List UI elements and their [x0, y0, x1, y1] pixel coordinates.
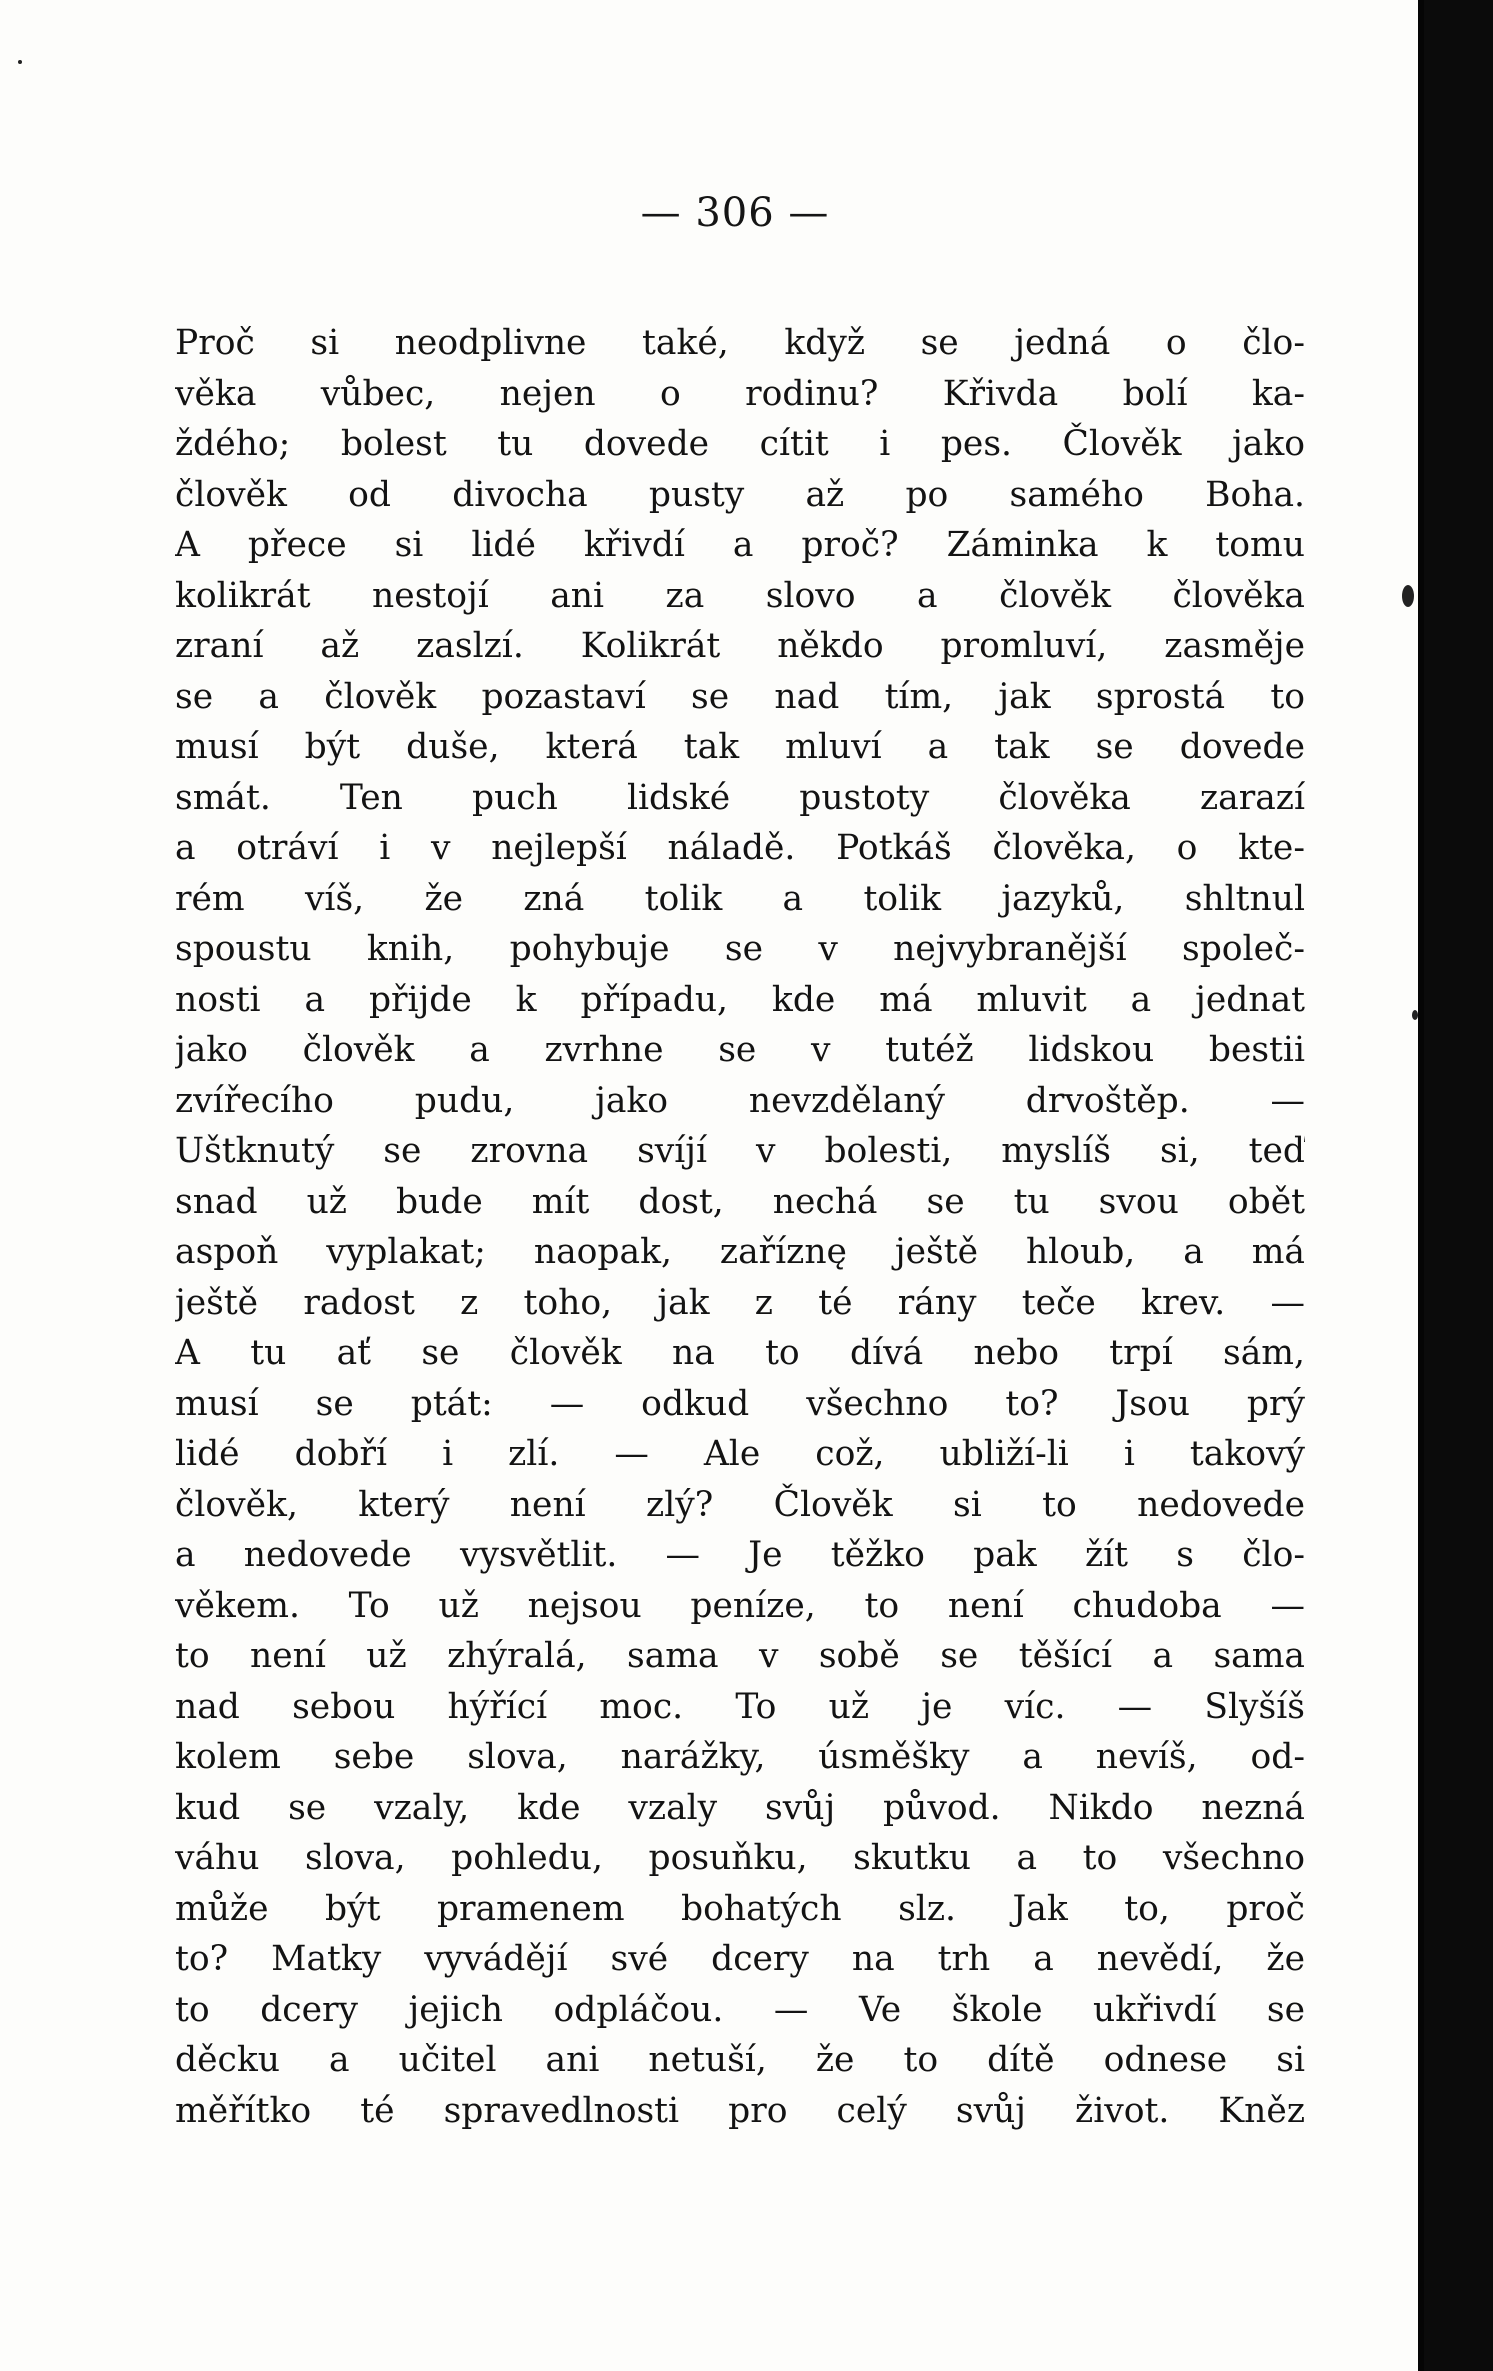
text-line: člověk od divocha pusty až po samého Boha. — [175, 474, 1305, 515]
text-line: člověk, který není zlý? Člověk si to nedovede — [175, 1484, 1305, 1525]
text-line: rém víš, že zná tolik a tolik jazyků, shltnul — [175, 878, 1305, 919]
page-number: — 306 — — [640, 190, 830, 236]
text-line: Proč si neodplivne také, když se jedná o člo- — [175, 323, 1305, 363]
scan-speck — [18, 60, 22, 64]
text-line: lidé dobří i zlí. — Ale což, ubliží-li i takový — [175, 1434, 1305, 1474]
text-line: věkem. To už nejsou peníze, to není chudoba — — [175, 1585, 1305, 1626]
text-line: a otráví i v nejlepší náladě. Potkáš člověka, o kte- — [175, 828, 1305, 868]
body-text — [175, 318, 1305, 2136]
text-line: zvířecího pudu, jako nevzdělaný drvoštěp. — — [175, 1080, 1305, 1121]
text-line: váhu slova, pohledu, posuňku, skutku a to všechno — [175, 1838, 1305, 1878]
text-line: nosti a přijde k případu, kde má mluvit a jednat — [175, 979, 1305, 1020]
text-line: smát. Ten puch lidské pustoty člověka zarazí — [175, 777, 1305, 818]
text-line: spoustu knih, pohybuje se v nejvybranější společ- — [175, 929, 1305, 969]
text-line: měřítko té spravedlnosti pro celý svůj život. Kněz — [175, 2090, 1305, 2131]
text-line: to není už zhýralá, sama v sobě se těšící a sama — [175, 1636, 1305, 1676]
text-line: jako člověk a zvrhne se v tutéž lidskou bestii — [175, 1030, 1305, 1070]
text-line: kolikrát nestojí ani za slovo a člověk člověka — [175, 575, 1305, 616]
text-line: musí se ptát: — odkud všechno to? Jsou prý — [175, 1383, 1305, 1424]
text-line: může být pramenem bohatých slz. Jak to, proč — [175, 1888, 1305, 1929]
text-line: musí být duše, která tak mluví a tak se dovede — [175, 727, 1305, 767]
text-line: to? Matky vyvádějí své dcery na trh a nevědí, že — [175, 1939, 1305, 1979]
scan-speck — [1402, 585, 1414, 607]
text-line: věka vůbec, nejen o rodinu? Křivda bolí ka- — [175, 373, 1305, 414]
text-line: aspoň vyplakat; naopak, zaříznę ještě hloub, a má — [175, 1232, 1305, 1272]
text-line: Uštknutý se zrovna svíjí v bolesti, myslíš si, teď — [175, 1131, 1305, 1171]
text-line: kud se vzaly, kde vzaly svůj původ. Nikdo nezná — [175, 1787, 1305, 1828]
text-line: a nedovede vysvětlit. — Je těžko pak žít s člo- — [175, 1535, 1305, 1575]
text-line: ždého; bolest tu dovede cítit i pes. Člověk jako — [175, 424, 1305, 464]
text-line: děcku a učitel ani netuší, že to dítě odnese si — [175, 2040, 1305, 2080]
text-line: snad už bude mít dost, nechá se tu svou obět — [175, 1181, 1305, 1222]
book-spine-shadow — [1418, 0, 1493, 2371]
text-line: se a člověk pozastaví se nad tím, jak sprostá to — [175, 676, 1305, 717]
text-line: to dcery jejich odpláčou. — Ve škole ukřivdí se — [175, 1989, 1305, 2030]
text-line: A přece si lidé křivdí a proč? Záminka k tomu — [175, 525, 1305, 565]
text-line: nad sebou hýřící moc. To už je víc. — Slyšíš — [175, 1686, 1305, 1727]
text-line: zraní až zaslzí. Kolikrát někdo promluví, zasměje — [175, 626, 1305, 666]
text-line: kolem sebe slova, narážky, úsměšky a nevíš, od- — [175, 1737, 1305, 1777]
text-line: A tu ať se člověk na to dívá nebo trpí sám, — [175, 1333, 1305, 1373]
text-line: ještě radost z toho, jak z té rány teče krev. — — [175, 1282, 1305, 1323]
